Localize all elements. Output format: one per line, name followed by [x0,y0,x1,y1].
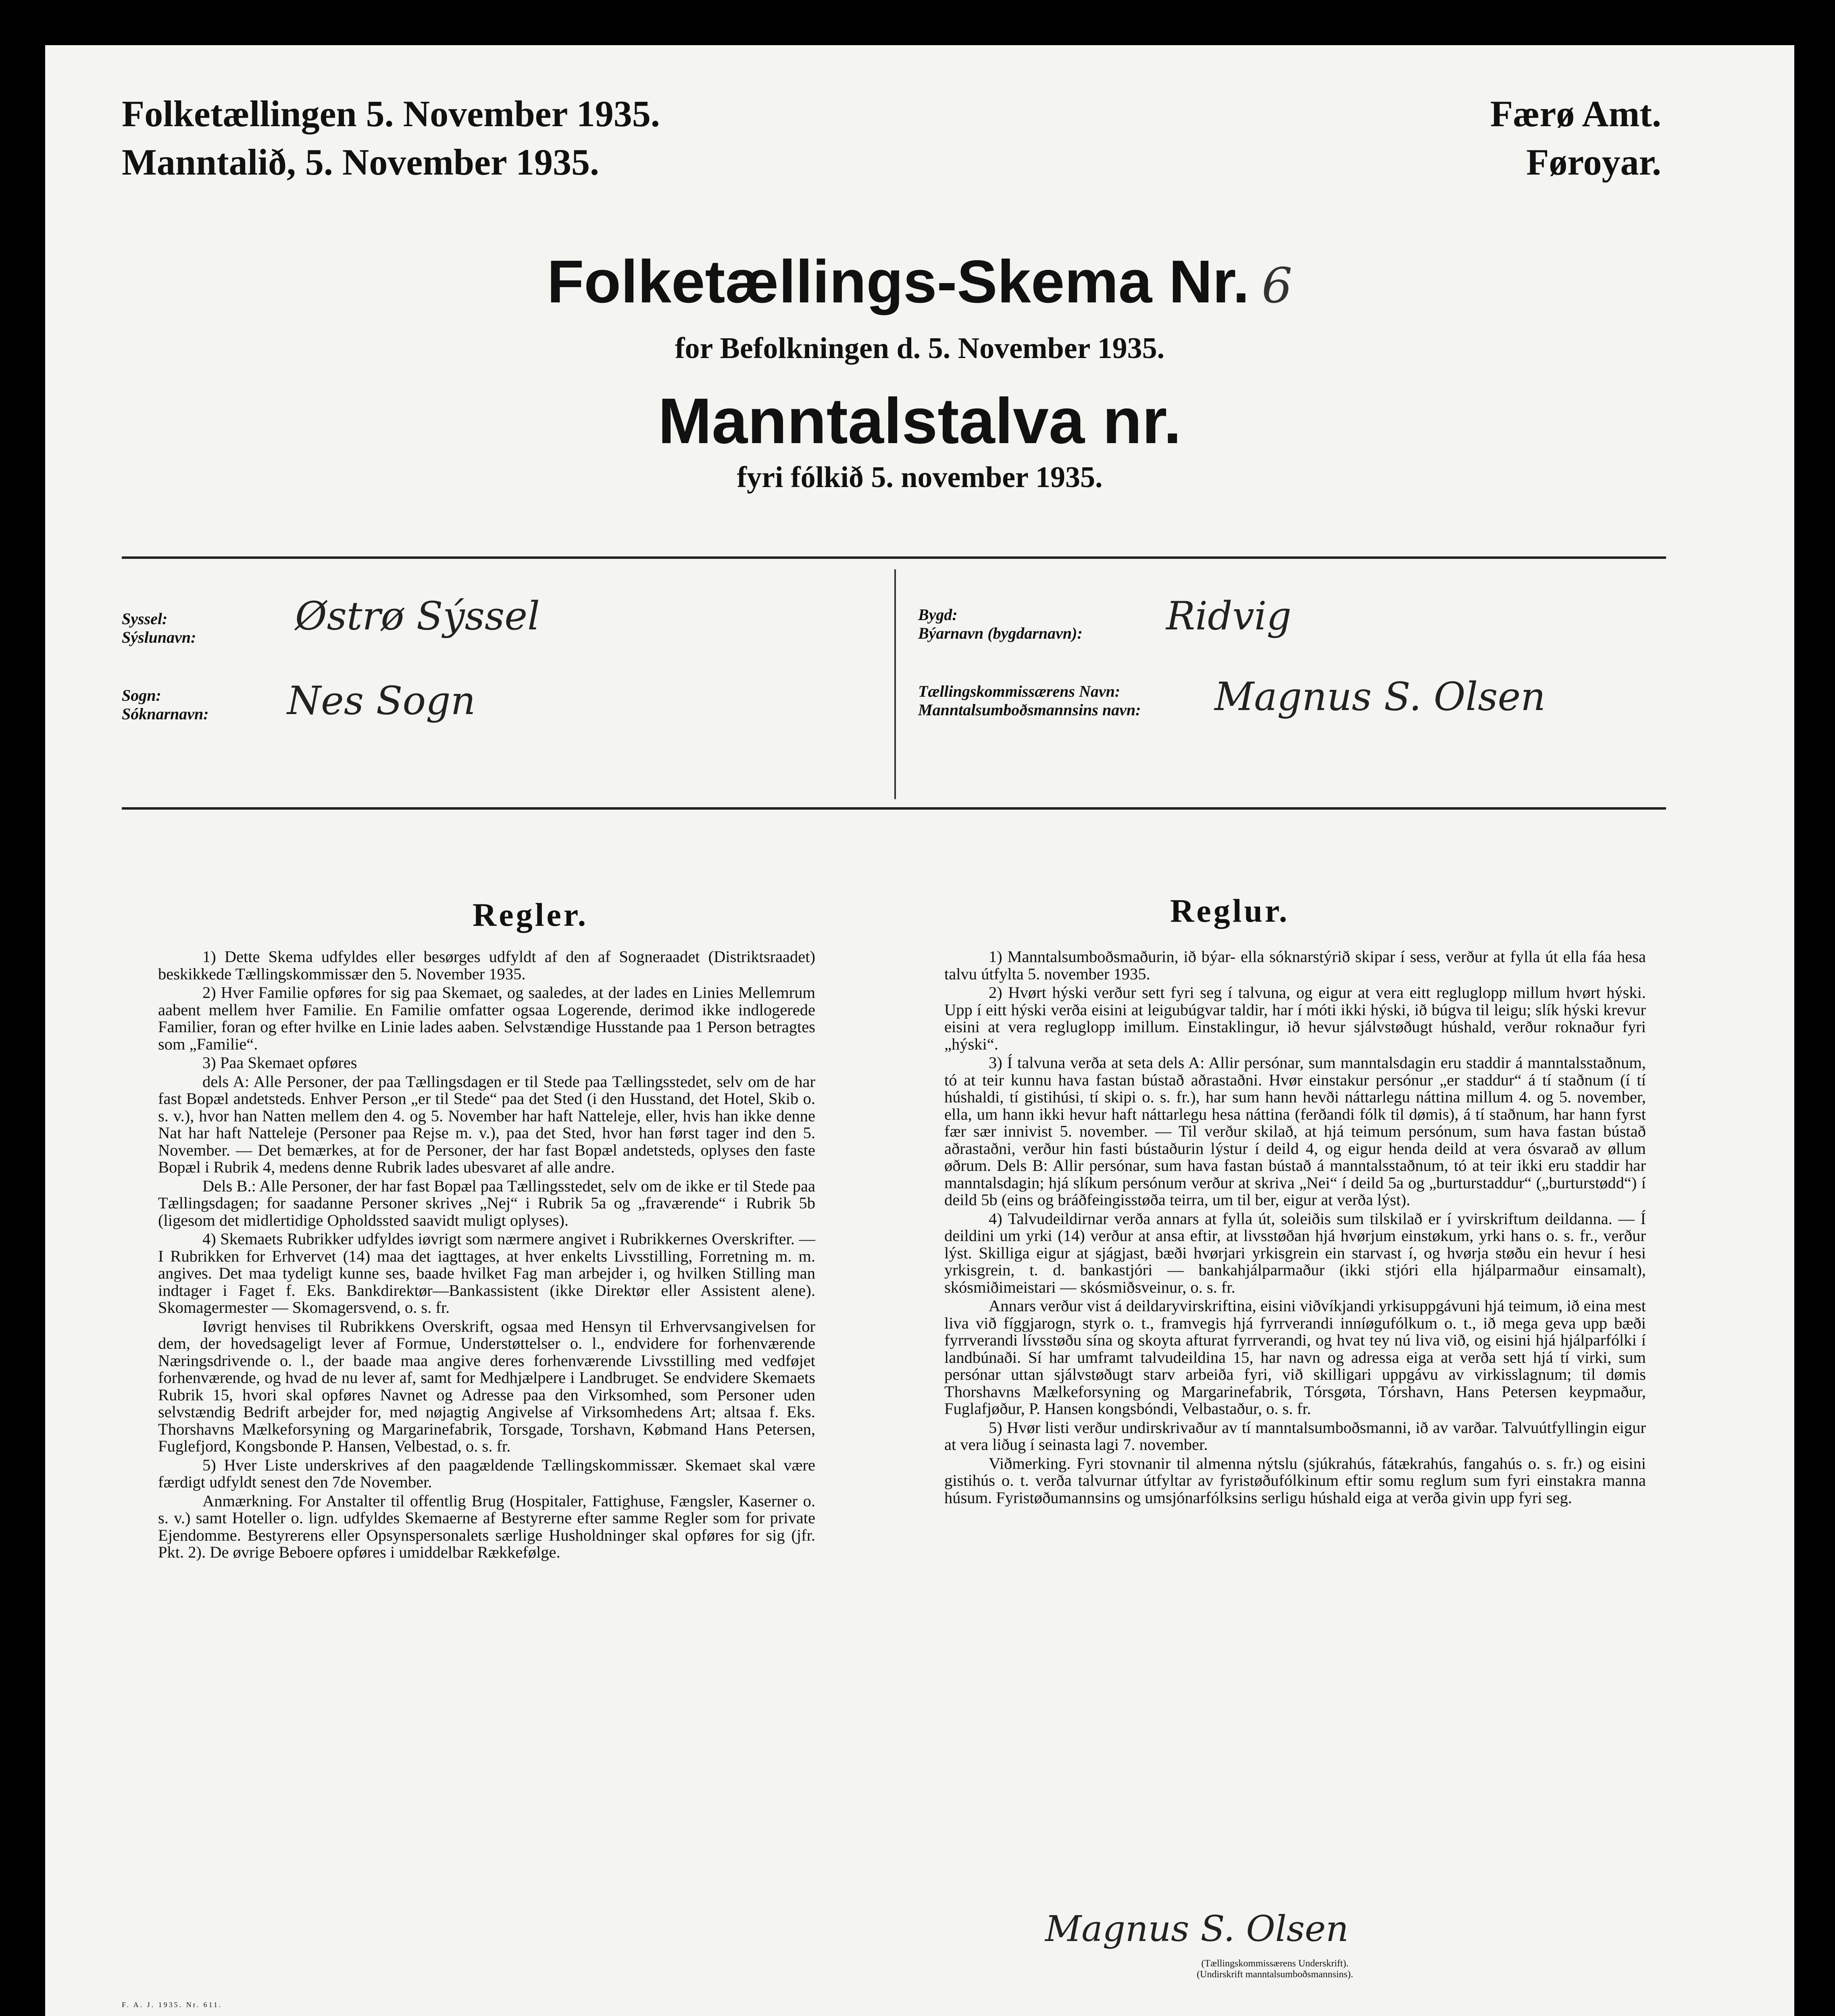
census-form-page [45,45,1794,2016]
sogn-label [122,686,209,723]
rule-fo-3: 3) Í talvuna verða at seta dels A: Allir persónar, sum manntalsdagin eru staddir á manntalsstaðnum, tó at teir kunnu hava fastan bústað aðrastaðni. Hvør einstakur persónur „er staddur“ á tí staðnum (í tí húshaldi, tí gistihúsi, tí skipi o. s. fr.), har sum hann hevði náttarlegu náttina millum 4. og 5. november, ella, um hann ikki hevur haft náttarlegu hesa náttina (ferðandi fólk til dømis), á tí staðnum, har hann fyrst fær sær innivist 5. november. — Til verður skilað, at hjá teimum persónum, sum hava fastan bústað aðrastaðni, verður hin fasti bústaðurin lýstur í deild 4, og eigur henda deild at vera ósvarað av øllum øðrum. Dels B: Allir persónar, sum hava fastan bústað á manntalsstaðnum, tó at teir ikki eru staddir har manntalsdagin; hjá slíkum persónum verður at skriva „Nei“ í deild 5a og „burturstaddur“ („burturstødd“) í deild 5b (eins og bráðfeingisstøða teirra, um til ber, eigur at verða lýst). [944,1054,1646,1209]
rules-column-da [158,948,815,1563]
handwritten-signature: Magnus S. Olsen [1045,1908,1349,1949]
signature-caption [1094,1958,1456,1980]
bottom-divider [122,807,1666,810]
rule-da-2: 2) Hver Familie opføres for sig paa Skemaet, og saaledes, at der lades en Linies Mellemrum aabent mellem hver Familie. En Familie omfatter ogsaa Logerende, derimod ikke indlogerede Familier, foran og efter hvilke en Linie lades aaben. Selvstændige Husstande paa 1 Person betragtes som „Familie“. [158,983,815,1053]
signature-caption-fo: (Undirskrift manntalsumboðsmannsins). [1197,1969,1353,1980]
rule-da-3b: Dels B.: Alle Personer, der har fast Bopæl paa Tællingsstedet, selv om de ikke er til Stede paa Tællingsdagen; for saadanne Personer skrives „Nej“ i Rubrik 5a og „fraværende“ i Rubrik 5b (ligesom det midlertidige Opholdssted saavidt muligt oplyses). [158,1177,815,1229]
sogn-label-fo: Sóknarnavn: [122,705,209,723]
bygd-label-fo: Býarnavn (bygdarnavn): [918,624,1083,642]
syssel-label [122,610,196,647]
header-date-da: Folketællingen 5. November 1935. [122,93,660,134]
syssel-value: Østrø Sýssel [295,594,540,639]
header-right [1490,90,1661,186]
rule-da-note: Anmærkning. For Anstalter til offentlig Brug (Hospitaler, Fattighuse, Fængsler, Kaserner o. s. v.) samt Hoteller o. lign. udfyldes Skemaerne af Bestyrerne efter samme Regler som for private Ejendomme. Bestyrerens eller Opsynspersonalets særlige Husholdninger skal opføres for sig (jfr. Pkt. 2). De øvrige Beboere opføres i umiddelbar Rækkefølge. [158,1491,815,1561]
bygd-label-da: Bygd: [918,606,958,624]
form-title-fo: Manntalstalva nr. [658,385,1182,457]
rules-heading-fo: Reglur. [1170,892,1290,929]
header-left [122,90,660,186]
kommissaer-label [918,682,1141,719]
rule-da-3a: dels A: Alle Personer, der paa Tællingsdagen er til Stede paa Tællingsstedet, selv om de har fast Bopæl andetsteds. Enhver Person „er til Stede“ paa det Sted (i den Husstand, det Hotel, Skib o. s. v.), hvor han Natten mellem den 4. og 5. November har haft Natteleje, eller, hvis han ikke denne Nat har haft Natteleje (Personer paa Rejse m. v.), paa det Sted, hvor han først tager ind den 5. November. — Det bemærkes, at for de Personer, der har fast Bopæl andetsteds, oplyses den faste Bopæl i Rubrik 4, medens denne Rubrik lades ubesvaret af alle andre. [158,1072,815,1176]
rule-da-5: 5) Hver Liste underskrives af den paagældende Tællingskommissær. Skemaet skal være færdigt udfyldt senest den 7de November. [158,1456,815,1491]
kommissaer-label-fo: Manntalsumboðsmannsins navn: [918,701,1141,719]
rules-heading-da: Regler. [473,896,589,933]
rule-fo-5: 5) Hvør listi verður undirskrivaður av tí manntalsumboðsmanni, ið av varðar. Talvuútfyllingin eigur at vera liðug í seinasta lagi 7. november. [944,1418,1646,1454]
rule-da-1: 1) Dette Skema udfyldes eller besørges udfyldt af den af Sogneraadet (Distriktsraadet) beskikkede Tællingskommissær den 5. November 1935. [158,948,815,983]
rule-da-4b: Iøvrigt henvises til Rubrikkens Overskrift, ogsaa med Hensyn til Erhvervsangivelsen for dem, der hovedsageligt lever af Formue, Understøttelser o. l., endvidere for forhenværende Næringsdrivende o. l., der baade maa angive deres forhenværende Livsstilling med vedføjet forhenværende, og hvad de nu lever af, samt for Medhjælpere i Landbruget. Se endvidere Skemaets Rubrik 15, hvori skal opføres Navnet og Adresse paa den Virksomhed, som Personer uden selvstændig Bedrift arbejder for, med nøjagtig Angivelse af Virksomhedens Art; altsaa f. Eks. Thorshavns Mælkeforsyning og Margarinefabrik, Torsgade, Torshavn, Købmand Hans Petersen, Fuglefjord, Kongsbonde P. Hansen, Velbestad, o. s. fr. [158,1317,815,1455]
form-number-handwritten: 6 [1261,258,1293,314]
rule-fo-4: 4) Talvudeildirnar verða annars at fylla út, soleiðis sum tilskilað er í yvirskriftum deildanna. — Í deildini um yrki (14) verður at ansa eftir, at livsstøðan hjá hvørjum einstøkum, yrki hans o. s. fr., verður lýst. Skilliga eigur at sjágjast, bæði hvørjari yrkisgrein ein starvast í, og hvørja støðu ein hevur í hesi yrkisgrein, t. d. bankastjóri — bankahjálparmaður (ikki stjóri ella hjálparmaður einsamalt), skósmiðimeistari — skósmiðsveinur, o. s. fr. [944,1209,1646,1296]
rule-da-4: 4) Skemaets Rubrikker udfyldes iøvrigt som nærmere angivet i Rubrikkernes Overskrifter. — I Rubrikken for Erhvervet (14) maa det iagttages, at hver enkelts Livsstilling, Forretning m. m. angives. Det maa tydeligt kunne ses, baade hvilket Fag man arbejder i, og hvilken Stilling man indtager i Faget f. Eks. Bankdirektør—Bankassistent (ikke Direktør eller Assistent alene). Skomagermester — Skomagersvend, o. s. fr. [158,1230,815,1316]
signature-caption-da: (Tællingskommissærens Underskrift). [1201,1958,1349,1969]
header-date-fo: Manntalið, 5. November 1935. [122,142,600,183]
header-amt-da: Færø Amt. [1490,93,1661,134]
form-subtitle-fo: fyri fólkið 5. november 1935. [737,461,1103,494]
form-subtitle-da: for Befolkningen d. 5. November 1935. [675,332,1165,365]
printer-mark: F. A. J. 1935. Nr. 611. [122,2001,223,2009]
form-title-da [45,247,1794,317]
rule-fo-2: 2) Hvørt hýski verður sett fyri seg í talvuna, og eigur at vera eitt regluglopp millum hvørt hýski. Upp í eitt hýski verða eisini at leigubúgvar taldir, har í móti ikki hýski, ið búgva til leigu; slík hýski krevur eisini at vera regluglopp imillum. Einstaklingur, ið hevur sjálvstøðugt húshald, verður roknaður fyri „hýski“. [944,983,1646,1053]
bygd-value: Ridvig [1166,594,1291,639]
sogn-label-da: Sogn: [122,686,161,704]
kommissaer-label-da: Tællingskommissærens Navn: [918,682,1121,700]
header-amt-fo: Føroyar. [1526,142,1661,183]
syssel-label-da: Syssel: [122,610,168,628]
rule-fo-4b: Annars verður vist á deildaryvirskriftina, eisini viðvíkjandi yrkisuppgávuni hjá teimum, ið eina mest liva við fíggjarogn, styrk o. t., framvegis hjá fyrrverandi inníøgufólkum o. t., ið mega geva upp bæði fyrrverandi lívsstøðu sína og skoyta afturat fyrrverandi, og hvat tey nú liva við, og eisini hjá hjálparfólki í landbúnaði. Sí har umframt talvudeildina 15, har navn og adressa eiga at verða sett hjá tí virki, sum persónar uttan sjálvstøðugt starv arbeiða fyri, við skilligari uppgávu av virkisslagnum; til dømis Thorshavns Mælkeforsyning og Margarinefabrik, Tórsgøta, Tórshavn, Hans Petersen keypmaður, Fuglafjøður, P. Hansen kongsbóndi, Velbastaður, o. s. fr. [944,1297,1646,1418]
rules-column-fo [944,948,1646,1508]
rule-da-3: 3) Paa Skemaet opføres [202,1054,357,1072]
form-title-da-text: Folketællings-Skema Nr. [547,248,1250,315]
sogn-value: Nes Sogn [287,678,476,723]
syssel-label-fo: Sýslunavn: [122,628,196,646]
fields-vertical-divider [894,569,896,799]
kommissaer-value: Magnus S. Olsen [1214,674,1546,719]
rule-fo-note: Viðmerking. Fyri stovnanir til almenna nýtslu (sjúkrahús, fátækrahús, fangahús o. s. fr.) og eisini gistihús o. t. verða talvurnar útfyltar av fyristøðufólkinum eftir somu reglum sum fyri einstakra manna húsum. Fyristøðumannsins og umsjónarfólksins serligu húshald eiga at verða givin upp fyri seg. [944,1454,1646,1507]
bygd-label [918,606,1083,643]
top-divider [122,556,1666,559]
rule-fo-1: 1) Manntalsumboðsmaðurin, ið býar- ella sóknarstýrið skipar í sess, verður at fylla út ella fáa hesa talvu útfylta 5. november 1935. [944,948,1646,983]
